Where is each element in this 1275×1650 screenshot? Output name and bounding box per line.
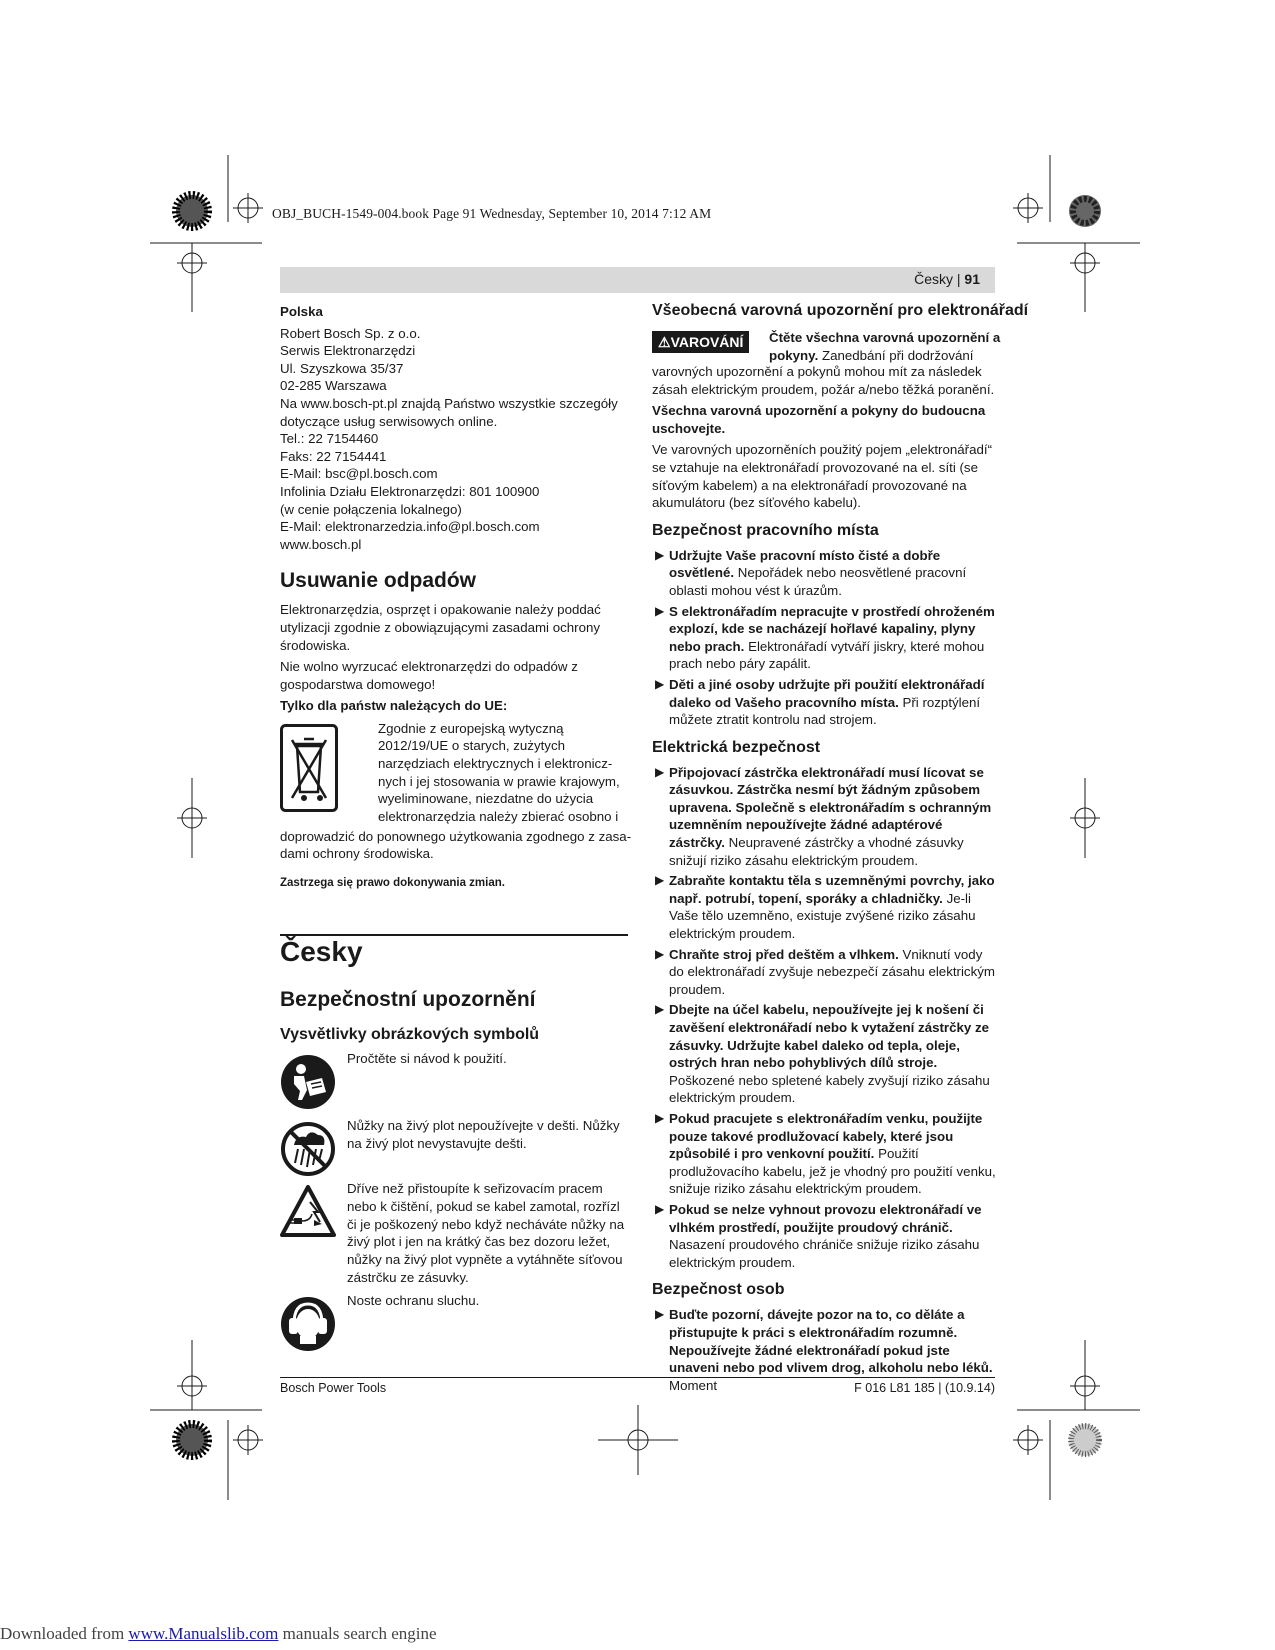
color-wheel-mark xyxy=(1069,1424,1101,1456)
header-bar xyxy=(280,267,995,293)
address-line: Na www.bosch-pt.pl znajdą Państwo wszystkie szczegóły xyxy=(280,395,618,411)
bullet-icon: ▶ xyxy=(655,676,665,691)
bullet-icon: ▶ xyxy=(655,547,665,562)
disposal-paragraph: Nie wolno wyrzucać elektronarzędzi do odpadów z gospodarstwa domowego! xyxy=(280,659,578,692)
disposal-title: Usuwanie odpadów xyxy=(280,569,477,593)
eu-tail xyxy=(280,828,632,863)
color-wheel-mark xyxy=(176,195,208,227)
work-area-title: Bezpečnost pracovního místa xyxy=(652,521,879,539)
address-line: E-Mail: elektronarzedzia.info@pl.bosch.com xyxy=(280,519,540,535)
eu-line: dami ochrony środowiska. xyxy=(280,846,434,862)
eu-line: nych i jej stosowania w prawie krajowym, xyxy=(378,773,620,789)
address-line: E-Mail: bsc@pl.bosch.com xyxy=(280,466,438,482)
registration-mark xyxy=(1013,1425,1043,1455)
list-item: ▶ Připojovací zástrčka elektronářadí musí lícovat se zásuvkou. Zástrčka nesmí být žádným způsobem upravena. Společně s elektronářadím s ochranným uzemněním nepoužívejte žádné adaptérové zástrčky. Neupravené zástrčky a vhodné zásuvky snižují riziko zásahu elektrickým proudem. xyxy=(655,764,992,868)
footer-rule xyxy=(280,1377,995,1378)
bullet-icon: ▶ xyxy=(655,764,665,779)
registration-mark xyxy=(233,1425,263,1455)
list-item: ▶ Udržujte Vaše pracovní místo čisté a dobře osvětlené. Nepořádek nebo neosvětlené pracovní oblasti mohou vést k úrazům. xyxy=(655,547,967,598)
personal-safety-title: Bezpečnost osob xyxy=(652,1281,785,1299)
eu-line: wyeliminowane, niezdatne do użycia xyxy=(378,791,594,807)
page-header xyxy=(914,271,980,287)
eu-text xyxy=(378,720,620,826)
list-item: ▶ Děti a jiné osoby udržujte při použití elektronářadí daleko od Vašeho pracovního místa. Při rozptýlení můžete ztratit kontrolu nad strojem. xyxy=(655,676,985,728)
symbol-text: Pročtěte si návod k použití. xyxy=(347,1051,507,1066)
weee-bin-icon xyxy=(280,724,338,814)
registration-mark xyxy=(1013,193,1043,223)
address-line: (w cenie połączenia lokalnego) xyxy=(280,501,462,517)
registration-mark xyxy=(177,1371,207,1401)
address-line: dotyczące usług serwisowych online. xyxy=(280,413,498,429)
color-wheel-mark xyxy=(176,1424,208,1456)
warning-triangle-icon: ⚠ xyxy=(658,334,671,350)
electrical-safety-title: Elektrická bezpečnost xyxy=(652,738,821,756)
bullet-icon: ▶ xyxy=(655,873,665,888)
warning-lead: Čtěte všechna varovná upozornění a xyxy=(769,330,1001,345)
right-column xyxy=(652,301,1029,1397)
eu-line: Zgodnie z europejską wytyczną xyxy=(378,720,564,736)
list-item: ▶ Zabraňte kontaktu těla s uzemněnými povrchy, jako např. potrubí, topení, sporáky a chladničky. Je-li Vaše tělo uzemněno, existuje zvýšené riziko zásahu elektrickým proudem. xyxy=(655,873,995,942)
no-rain-icon xyxy=(280,1121,336,1177)
eu-line: narzędziach elektrycznych i elektronicz- xyxy=(378,756,613,772)
bullet-icon: ▶ xyxy=(655,1307,665,1322)
eu-title: Tylko dla państw należących do UE: xyxy=(280,698,508,714)
registration-mark xyxy=(177,248,207,278)
list-item: ▶ S elektronářadím nepracujte v prostředí ohroženém explozí, kde se nacházejí hořlavé kapaliny, plyny nebo prach. Elektronářadí vytváří jiskry, které mohou prach nebo páry zapálit. xyxy=(655,603,995,672)
read-manual-icon xyxy=(280,1054,336,1110)
address-line: Ul. Szyszkowa 35/37 xyxy=(280,360,404,376)
term-paragraph: Ve varovných upozorněních použitý pojem „elektronářadí“ se vztahuje na elektronářadí provozované na el. síti (se síťovým kabelem) a na elektronářadí provozované na akumulátoru (bez síťového kabelu). xyxy=(652,442,992,511)
eu-line: elektronarzędzia należy zbierać osobno i xyxy=(378,808,619,824)
registration-mark xyxy=(1070,1371,1100,1401)
unplug-warning-icon xyxy=(280,1184,336,1240)
list-item: ▶ Pokud pracujete s elektronářadím venku, použijte pouze takové prodlužovací kabely, které jsou způsobilé i pro venkovní použití. Použití prodlužovacího kabelu, jež je vhodný pro použití venku, snižuje riziko zásahu elektrickým proudem. xyxy=(655,1110,996,1197)
left-column xyxy=(280,303,632,893)
bullet-icon: ▶ xyxy=(655,1002,665,1017)
registration-mark xyxy=(1070,778,1100,858)
page-number: 91 xyxy=(964,271,980,287)
download-notice: Downloaded from www.Manualslib.com manuals search engine xyxy=(0,1624,437,1643)
address-line: 02-285 Warszawa xyxy=(280,378,387,394)
address-line: Tel.: 22 7154460 xyxy=(280,431,379,447)
general-warnings-title: Všeobecná varovná upozornění pro elektronářadí xyxy=(652,302,1029,319)
disposal-paragraph: Elektronarzędzia, osprzęt i opakowanie należy poddać utylizacji zgodnie z obowiązującymi zasadami ochrony środowiska. xyxy=(280,602,601,653)
reserve-note: Zastrzega się prawo dokonywania zmian. xyxy=(280,877,505,890)
registration-mark xyxy=(233,193,263,223)
warning-badge-label: VAROVÁNÍ xyxy=(670,334,744,350)
polska-title: Polska xyxy=(280,304,323,319)
registration-mark xyxy=(1070,248,1100,278)
eu-line: 2012/19/UE o starych, zużytych xyxy=(378,738,565,754)
bullet-icon: ▶ xyxy=(655,603,665,618)
header-separator: | xyxy=(953,271,965,287)
address-line: Serwis Elektronarzędzi xyxy=(280,343,416,359)
book-line: OBJ_BUCH-1549-004.book Page 91 Wednesday, September 10, 2014 7:12 AM xyxy=(272,206,712,221)
list-item: ▶ Chraňte stroj před deštěm a vlhkem. Vniknutí vody do elektronářadí zvyšuje nebezpečí zásahu elektrickým proudem. xyxy=(655,946,995,997)
warning-paragraph: varovných upozornění a pokynů mohou mít za následek zásah elektrickým proudem, požár a/nebo těžká poranění. xyxy=(652,364,995,397)
eu-line: doprowadzić do ponownego użytkowania zgodnego z zasa- xyxy=(280,828,632,844)
bullet-icon: ▶ xyxy=(655,1110,665,1125)
address-line: Infolinia Działu Elektronarzędzi: 801 100900 xyxy=(280,483,540,499)
bullet-icon: ▶ xyxy=(655,946,665,961)
registration-mark xyxy=(177,778,207,858)
registration-mark xyxy=(598,1405,678,1475)
footer-right: F 016 L81 185 | (10.9.14) xyxy=(854,1381,995,1395)
service-address xyxy=(280,325,628,554)
address-line: Robert Bosch Sp. z o.o. xyxy=(280,325,421,341)
list-item: ▶ Pokud se nelze vyhnout provozu elektronářadí ve vlhkém prostředí, použijte proudový chránič. Nasazení proudového chrániče snižuje riziko zásahu elektrickým proudem. xyxy=(655,1201,982,1270)
cesky-title: Česky xyxy=(280,936,363,967)
keep-instructions: Všechna varovná upozornění a pokyny do budoucna uschovejte. xyxy=(652,403,986,436)
safety-title: Bezpečnostní upozornění xyxy=(280,988,536,1011)
bullet-icon: ▶ xyxy=(655,1201,665,1216)
symbols-title: Vysvětlivky obrázkových symbolů xyxy=(280,1026,540,1043)
header-section: Česky xyxy=(914,271,953,287)
address-line: www.bosch.pl xyxy=(280,536,362,552)
symbol-text: Noste ochranu sluchu. xyxy=(347,1293,480,1308)
warning-badge xyxy=(652,331,749,353)
symbol-text: Dříve než přistoupíte k seřizovacím pracem nebo k čištění, pokud se kabel zamotal, rozřízl či je poškozený nebo když necháváte nůžky na živý plot i jen na krátký čas bez dozoru ležet, nůžky na živý plot vypněte a vytáhněte síťovou zástrčku ze zásuvky. xyxy=(347,1181,625,1285)
ear-protection-icon xyxy=(280,1296,336,1352)
warning-lead: pokyny. xyxy=(769,347,819,363)
footer-left: Bosch Power Tools xyxy=(280,1381,387,1395)
manualslib-link[interactable]: www.Manualslib.com xyxy=(128,1624,279,1643)
list-item: ▶ Buďte pozorní, dávejte pozor na to, co děláte a přistupujte k práci s elektronářadím rozumně. Nepoužívejte žádné elektronářadí pokud jste unaveni nebo pod vlivem drog, alkoholu nebo léků. Moment xyxy=(655,1307,993,1393)
symbol-text: Nůžky na živý plot nepoužívejte v dešti. Nůžky na živý plot nevystavujte dešti. xyxy=(347,1118,620,1151)
warning-lead-rest: Zanedbání při dodržování xyxy=(818,347,974,363)
color-wheel-mark xyxy=(1069,195,1101,227)
address-line: Faks: 22 7154441 xyxy=(280,448,387,464)
list-item: ▶ Dbejte na účel kabelu, nepoužívejte jej k nošení či zavěšení elektronářadí nebo k vytažení zástrčky ze zásuvky. Udržujte kabel daleko od tepla, oleje, ostrých hran nebo pohyblivých dílů stroje. Poškozené nebo spletené kabely zvyšují riziko zásahu elektrickým proudem. xyxy=(655,1002,990,1106)
